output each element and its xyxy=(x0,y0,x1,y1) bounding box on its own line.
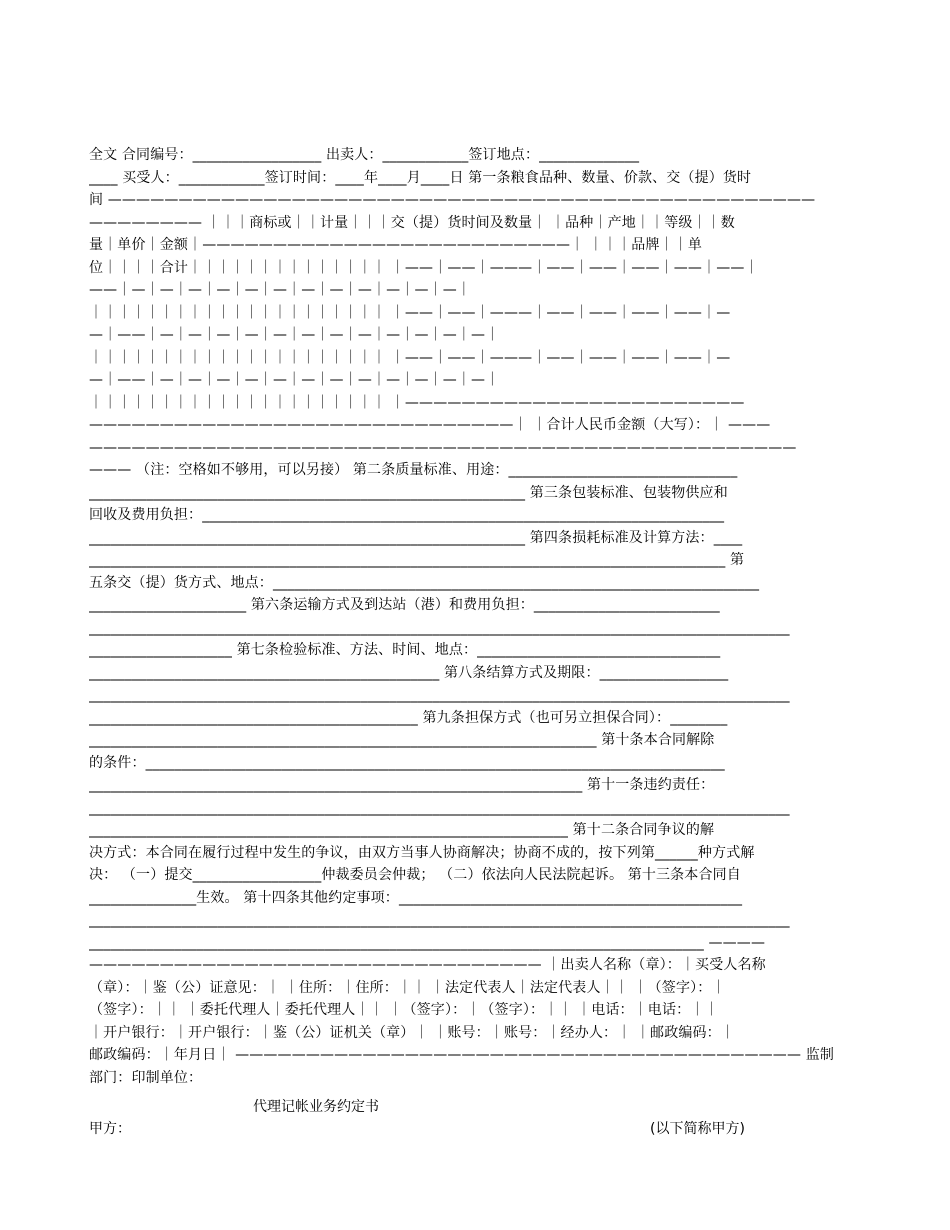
party-a-note: (以下简称甲方) xyxy=(650,1121,745,1137)
contract-line: 的条件：_________________________________________________________________________________ xyxy=(89,754,725,771)
contract-line: 五条交（提）货方式、地点：____________________________________________________________________ xyxy=(89,574,760,591)
contract-line: ____ 买受人：____________签订时间：____年____月____日 第一条粮食品种、数量、价款、交（提）货时 xyxy=(89,169,752,186)
contract-line: 邮政编码：｜年月日｜ ———————————————————————————————————————— 监制 xyxy=(89,1047,834,1063)
contract-line: ｜｜｜｜｜｜｜｜｜｜｜｜｜｜｜｜｜｜｜｜｜ ｜———————————————————————— xyxy=(89,394,745,411)
contract-line: _________________________________________________________________________________________ 第 xyxy=(89,552,745,568)
contract-line: ______________________________________________________________________________________ ———— xyxy=(89,934,766,951)
contract-line: 回收及费用负担：_________________________________________________________________________ xyxy=(89,507,725,523)
contract-line: ______________________ 第六条运输方式及到达站（港）和费用负担：__________________________ xyxy=(89,597,720,613)
contract-line: 间 —————————————————————————————————————————————————— xyxy=(89,192,816,208)
contract-line: __________________________________________________________________________________________________ xyxy=(89,912,790,928)
contract-line: —｜——｜—｜—｜—｜—｜—｜—｜—｜—｜—｜—｜—｜—｜ xyxy=(89,327,500,343)
contract-line: _______________________________________________________________________ 第十条本合同解除 xyxy=(89,732,715,748)
contract-line: ———————————————————————————————— ｜出卖人名称（章）：｜买受人名称 xyxy=(89,957,766,973)
contract-line: —｜——｜—｜—｜—｜—｜—｜—｜—｜—｜—｜—｜—｜—｜ xyxy=(89,372,500,388)
contract-line: ｜｜｜｜｜｜｜｜｜｜｜｜｜｜｜｜｜｜｜｜｜ ｜——｜——｜———｜——｜——｜——｜——｜— xyxy=(89,349,731,366)
contract-line: __________________________________________________________________________________________________ xyxy=(89,619,790,636)
contract-line: ______________________________________________ 第九条担保方式（也可另立担保合同）：________ xyxy=(89,709,728,726)
contract-line: ———————— ｜｜｜商标或｜｜计量｜｜｜交（提）货时间及数量｜ ｜品种｜产地｜｜等级｜｜数 xyxy=(89,214,735,231)
contract-line: ——— （注：空格如不够用，可以另接） 第二条质量标准、用途：________________________________ xyxy=(89,462,738,478)
contract-line: ｜｜｜｜｜｜｜｜｜｜｜｜｜｜｜｜｜｜｜｜｜ ｜——｜——｜———｜——｜——｜——｜——｜— xyxy=(89,304,731,321)
contract-line: ——｜—｜—｜—｜—｜—｜—｜—｜—｜—｜—｜—｜—｜ xyxy=(89,282,472,298)
second-document-title: 代理记帐业务约定书 xyxy=(253,1099,379,1115)
contract-line: _____________________________________________________________________ 第十一条违约责任： xyxy=(89,777,715,793)
contract-line: __________________________________________________________________________________________________ xyxy=(89,799,790,816)
contract-line: __________________________________________________________________________________________________ xyxy=(89,687,790,703)
contract-line: 位｜｜｜｜合计｜｜｜｜｜｜｜｜｜｜｜｜｜｜ ｜——｜——｜———｜——｜——｜——｜——｜——｜ xyxy=(89,259,759,276)
contract-line: ｜开户银行：｜开户银行：｜鉴（公）证机关（章）｜ ｜账号：｜账号：｜经办人：｜ ｜邮政编码：｜ xyxy=(89,1024,735,1041)
contract-line: 量｜单价｜金额｜——————————————————————————｜ ｜｜｜品牌｜｜单 xyxy=(89,237,703,253)
contract-line: 决方式：本合同在履行过程中发生的争议，由双方当事人协商解决；协商不成的，按下列第______种方式解 xyxy=(89,844,755,861)
contract-line: _________________________________________________ 第八条结算方式及期限：__________________ xyxy=(89,664,729,681)
contract-line: _____________________________________________________________ 第四条损耗标准及计算方法：____ xyxy=(89,529,743,546)
contract-line: ——————————————————————————————｜ ｜合计人民币金额（大写）：｜ ——— xyxy=(89,417,771,433)
contract-line: 部门：印制单位： xyxy=(89,1069,203,1086)
contract-line: ____________________ 第七条检验标准、方法、时间、地点：__________________________________ xyxy=(89,642,721,658)
contract-line: 决： （一）提交__________________仲裁委员会仲裁； （二）依法向人民法院起诉。 第十三条本合同自 xyxy=(89,867,741,883)
contract-line: _____________________________________________________________ 第三条包装标准、包装物供应和 xyxy=(89,484,728,501)
contract-body xyxy=(89,144,859,1089)
contract-line: 全文 合同编号：__________________ 出卖人：____________签订地点：______________ xyxy=(89,147,640,163)
contract-line: （章）：｜鉴（公）证意见：｜ ｜住所：｜住所：｜｜ ｜法定代表人｜法定代表人｜｜ ｜（签字）：｜ xyxy=(89,979,726,996)
contract-line: ___________________________________________________________________ 第十二条合同争议的解 xyxy=(89,822,715,838)
contract-line: _______________生效。 第十四条其他约定事项：________________________________________________ xyxy=(89,889,743,906)
contract-line: —————————————————————————————————————————————————— xyxy=(89,439,797,456)
party-a-label: 甲方： xyxy=(89,1121,131,1137)
contract-line: （签字）：｜｜ ｜委托代理人｜委托代理人｜｜ ｜（签字）：｜（签字）：｜｜ ｜电话：｜电话：｜｜ xyxy=(89,1002,719,1018)
